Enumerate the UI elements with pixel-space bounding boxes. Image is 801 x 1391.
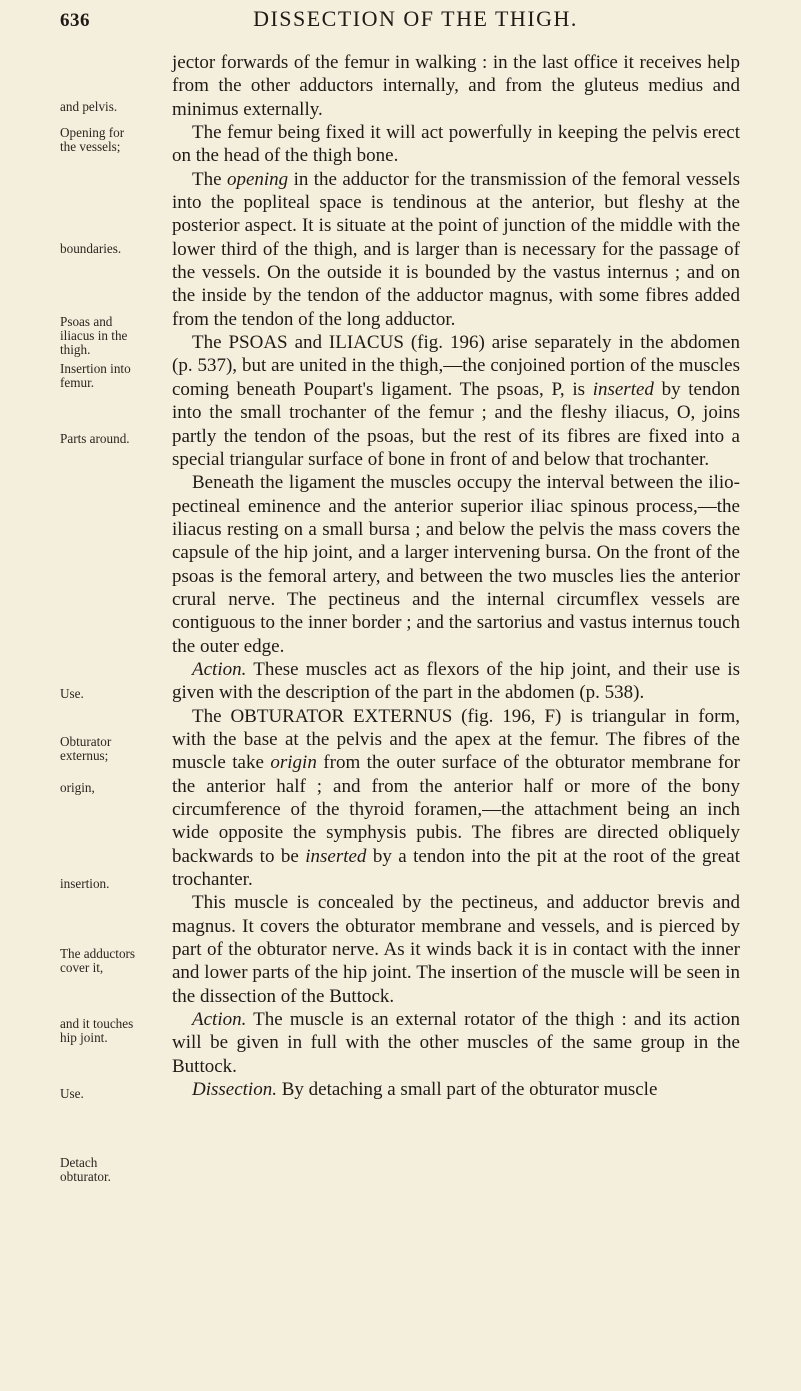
body-text: [172, 51, 740, 1101]
running-title: DISSECTION OF THE THIGH.: [253, 6, 578, 31]
margin-note: Detach obturator.: [60, 1155, 111, 1184]
text-segment: The: [192, 168, 227, 190]
margin-note: and it touches hip joint.: [60, 1016, 134, 1045]
italic-text: inserted: [305, 845, 367, 867]
text-segment: Beneath the ligament the muscles occupy the interval between the ilio-pectineal eminence and the anterior superior iliac spinous process,—the iliacus resting on a small bursa ; and below the pelvis the mass covers the capsule of the hip joint, and a larger intervening bursa. On the front of the psoas is the femoral artery, and between the two muscles lies the anterior crural nerve. The pectineus and the internal circumflex vessels are contiguous to the inner border ; and the sartorius and vastus internus touch the outer edge.: [172, 472, 740, 657]
text-segment: in the adductor for the transmission of the femoral vessels into the popliteal space is tendinous at the anterior, but fleshy at the posterior aspect. It is situate at the point of junction of the middle with the lower third of the thigh, and is larger than is necessary for the passage of the vessels. On the outside it is bounded by the vastus internus ; and on the inside by the tendon of the adductor magnus, with some fibres added from the tendon of the long adductor.: [172, 168, 740, 330]
text-segment: The PSOAS and ILIACUS (fig. 196) arise separately in the abdomen (p. 537), but are united in the thigh,—the conjoined portion of the muscles coming beneath Poupart's ligament. The psoas, P, is: [172, 332, 740, 400]
margin-note: boundaries.: [60, 241, 122, 256]
text-segment: by a tendon into the pit at the root of the great trochanter.: [172, 845, 740, 891]
margin-note: Obturator externus;: [60, 734, 112, 763]
margin-note: insertion.: [60, 876, 110, 891]
paragraph: [172, 51, 740, 121]
text-segment: from the outer surface of the obturator membrane for the anterior half ; and from the anterior half or more of the bony circumference of the thyroid foramen,—the attachment being an inch wide opposite the symphysis pubis. The fibres are directed obliquely backwards to be: [172, 752, 740, 867]
paragraph: [172, 891, 740, 1008]
text-segment: jector forwards of the femur in walking : in the last office it receives help from the other adductors internally, and from the gluteus medius and minimus externally.: [172, 52, 740, 120]
italic-text: opening: [226, 168, 289, 190]
paragraph: [172, 331, 740, 471]
paragraph: [172, 121, 740, 168]
paragraph: [172, 1078, 740, 1101]
text-segment: The muscle is an external rotator of the thigh : and its action will be given in full with the other muscles of the same group in the Buttock.: [172, 1009, 740, 1077]
text-segment: By detaching a small part of the obturator muscle: [276, 1079, 658, 1101]
margin-notes: [0, 0, 140, 1391]
paragraph: [172, 168, 740, 331]
margin-note: Parts around.: [60, 431, 130, 446]
italic-text: inserted: [592, 378, 654, 400]
margin-note: Opening for the vessels;: [60, 125, 125, 154]
page-number: 636: [60, 10, 90, 31]
italic-text: origin: [270, 752, 317, 774]
margin-note: Use.: [60, 686, 84, 701]
italic-text: Dissection.: [192, 1079, 277, 1101]
paragraph: [172, 471, 740, 658]
text-segment: The OBTURATOR EXTERNUS (fig. 196, F) is triangular in form, with the base at the pelvis and the apex at the femur. The fibres of the muscle take: [172, 705, 740, 774]
text-segment: by tendon into the small trochanter of the femur ; and the fleshy iliacus, O, joins partly the tendon of the psoas, but the rest of its fibres are fixed into a special triangular surface of bone in front of and below that trochanter.: [172, 378, 740, 470]
text-segment: The femur being fixed it will act powerfully in keeping the pelvis erect on the head of the thigh bone.: [172, 122, 740, 167]
paragraph: [172, 1008, 740, 1078]
margin-note: and pelvis.: [60, 99, 118, 114]
italic-text: Action.: [192, 658, 247, 680]
italic-text: Action.: [192, 1009, 247, 1031]
margin-note: Use.: [60, 1086, 84, 1101]
paragraph: [172, 658, 740, 705]
margin-note: origin,: [60, 780, 95, 795]
paragraph: [172, 705, 740, 892]
margin-note: Psoas and iliacus in the thigh.: [60, 314, 128, 357]
text-segment: This muscle is concealed by the pectineus, and adductor brevis and magnus. It covers the obturator membrane and vessels, and is pierced by part of the obturator nerve. As it winds back it is in contact with the inner and lower parts of the hip joint. The insertion of the muscle will be seen in the dissection of the Buttock.: [172, 892, 740, 1007]
text-segment: These muscles act as flexors of the hip joint, and their use is given with the description of the part in the abdomen (p. 538).: [172, 658, 740, 704]
margin-note: Insertion into femur.: [60, 361, 131, 390]
margin-note: The adductors cover it,: [60, 946, 136, 975]
